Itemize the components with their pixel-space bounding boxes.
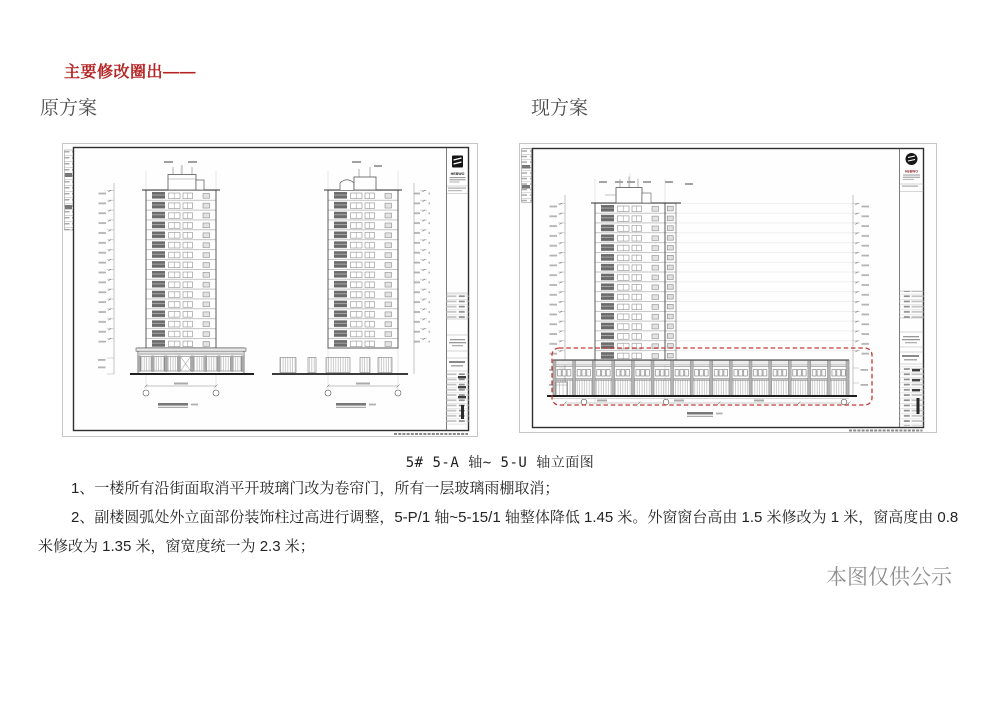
sheet-number-blob: [917, 398, 920, 414]
dimension-column: [98, 190, 114, 348]
dimension-column: [414, 190, 430, 348]
axis-bubble: [213, 390, 219, 396]
revision-notes: [38, 474, 962, 561]
dimension-column-right: [853, 203, 869, 360]
axis-bubble: [325, 390, 331, 396]
margin-legend-table: [522, 149, 532, 203]
axis-bubble: [395, 390, 401, 396]
signature-table: [447, 373, 469, 425]
revision-note-1: 1、一楼所有沿街面取消平开玻璃门改为卷帘门，所有一层玻璃雨棚取消；: [71, 480, 560, 497]
tower-facade: [328, 190, 398, 348]
revised-elevation: [547, 173, 872, 416]
axis-bubble: [581, 399, 587, 405]
revised-drawing-sheet: [519, 143, 937, 433]
axis-bubble: [143, 390, 149, 396]
page-title: 主要修改圈出——: [64, 64, 197, 81]
revision-table: [447, 293, 469, 319]
revision-table: [900, 291, 924, 318]
margin-legend-table: [65, 150, 74, 230]
company-logo-text: HEBWO: [450, 172, 465, 176]
revised-scheme-label: 现方案: [531, 98, 589, 119]
tower-facade: [595, 203, 665, 360]
original-scheme-label: 原方案: [40, 98, 98, 119]
drawing-caption: 5# 5-A 轴~ 5-U 轴立面图: [405, 455, 595, 471]
revision-note-2: 2、副楼圆弧处外立面部份装饰柱过高进行调整，5-P/1 轴~5-15/1 轴整体降低 1.45 米。外窗窗台高由 1.5 米修改为 1 米，窗高度由 0.8 米修改为 1.35 米，窗宽度统一为 2.3 米；: [38, 509, 959, 555]
axis-bubble: [841, 399, 847, 405]
level-lines: [676, 203, 853, 360]
tower-facade: [146, 190, 216, 348]
axis-bubble: [663, 399, 669, 405]
signature-table: [900, 366, 924, 426]
dimension-column-left: [549, 203, 565, 360]
tower-side-wing: [665, 203, 676, 360]
entrance-door: [556, 382, 567, 396]
company-logo-text: HEBWO: [905, 169, 918, 174]
retail-podium: [136, 348, 246, 374]
sheet-number-blob: [461, 405, 464, 419]
public-notice-watermark: 本图仅供公示: [826, 566, 952, 589]
original-drawing-sheet: [62, 143, 478, 437]
